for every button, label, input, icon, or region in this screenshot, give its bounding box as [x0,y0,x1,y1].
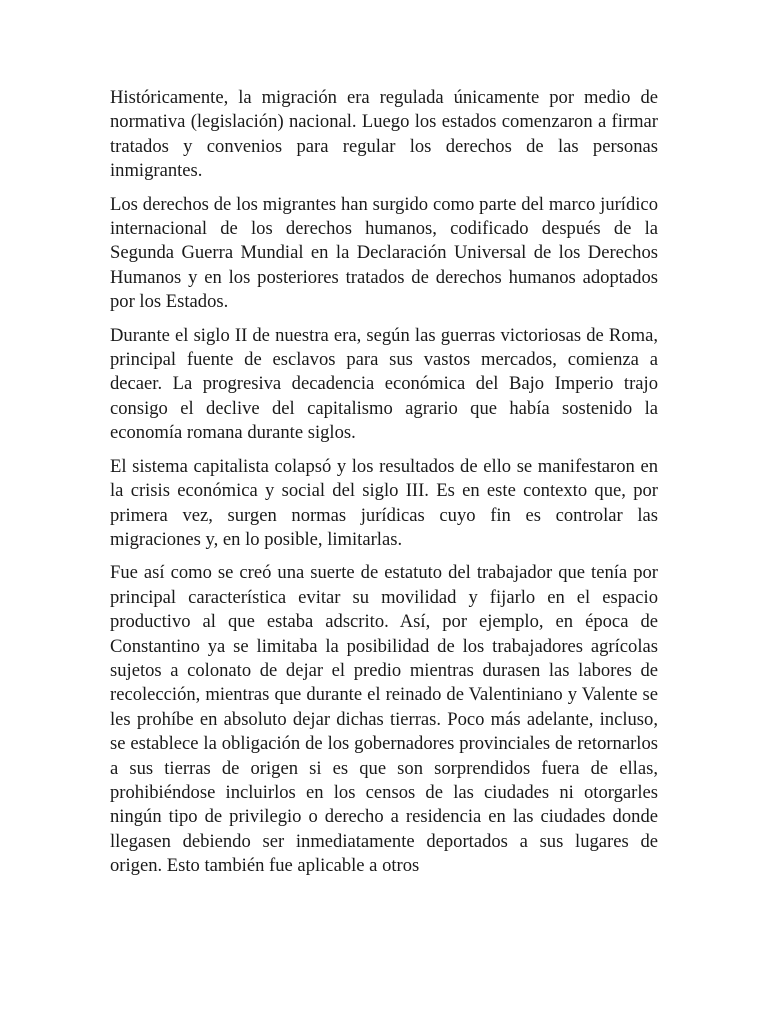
paragraph-1: Históricamente, la migración era regulada únicamente por medio de normativa (legislación) nacional. Luego los estados comenzaron a firmar tratados y convenios para regular los derechos de las personas inmigrantes. [110,87,658,182]
document-page [110,86,658,879]
paragraph-3: Durante el siglo II de nuestra era, según las guerras victoriosas de Roma, principal fuente de esclavos para sus vastos mercados, comienza a decaer. La progresiva decadencia económica del Bajo Imperio trajo consigo el declive del capitalismo agrario que había sostenido la economía romana durante siglos. [110,324,658,444]
paragraph-2: Los derechos de los migrantes han surgido como parte del marco jurídico internacional de los derechos humanos, codificado después de la Segunda Guerra Mundial en la Declaración Universal de los Derechos Humanos y en los posteriores tratados de derechos humanos adoptados por los Estados. [110,193,658,313]
paragraph-5: Fue así como se creó una suerte de estatuto del trabajador que tenía por principal característica evitar su movilidad y fijarlo en el espacio productivo al que estaba adscrito. Así, por ejemplo, en época de Constantino ya se limitaba la posibilidad de los trabajadores agrícolas sujetos a colonato de dejar el predio mientras durasen las labores de recolección, mientras que durante el reinado de Valentiniano y Valente se les prohíbe en absoluto dejar dichas tierras. Poco más adelante, incluso, se establece la obligación de los gobernadores provinciales de retornarlos a sus tierras de origen si es que son sorprendidos fuera de ellas, prohibiéndose incluirlos en los censos de las ciudades ni otorgarles ningún tipo de privilegio o derecho a residencia en las ciudades donde llegasen debiendo ser inmediatamente deportados a sus lugares de origen. Esto también fue aplicable a otros [110,562,658,877]
paragraph-4: El sistema capitalista colapsó y los resultados de ello se manifestaron en la crisis económica y social del siglo III. Es en este contexto que, por primera vez, surgen normas jurídicas cuyo fin es controlar las migraciones y, en lo posible, limitarlas. [110,455,658,550]
